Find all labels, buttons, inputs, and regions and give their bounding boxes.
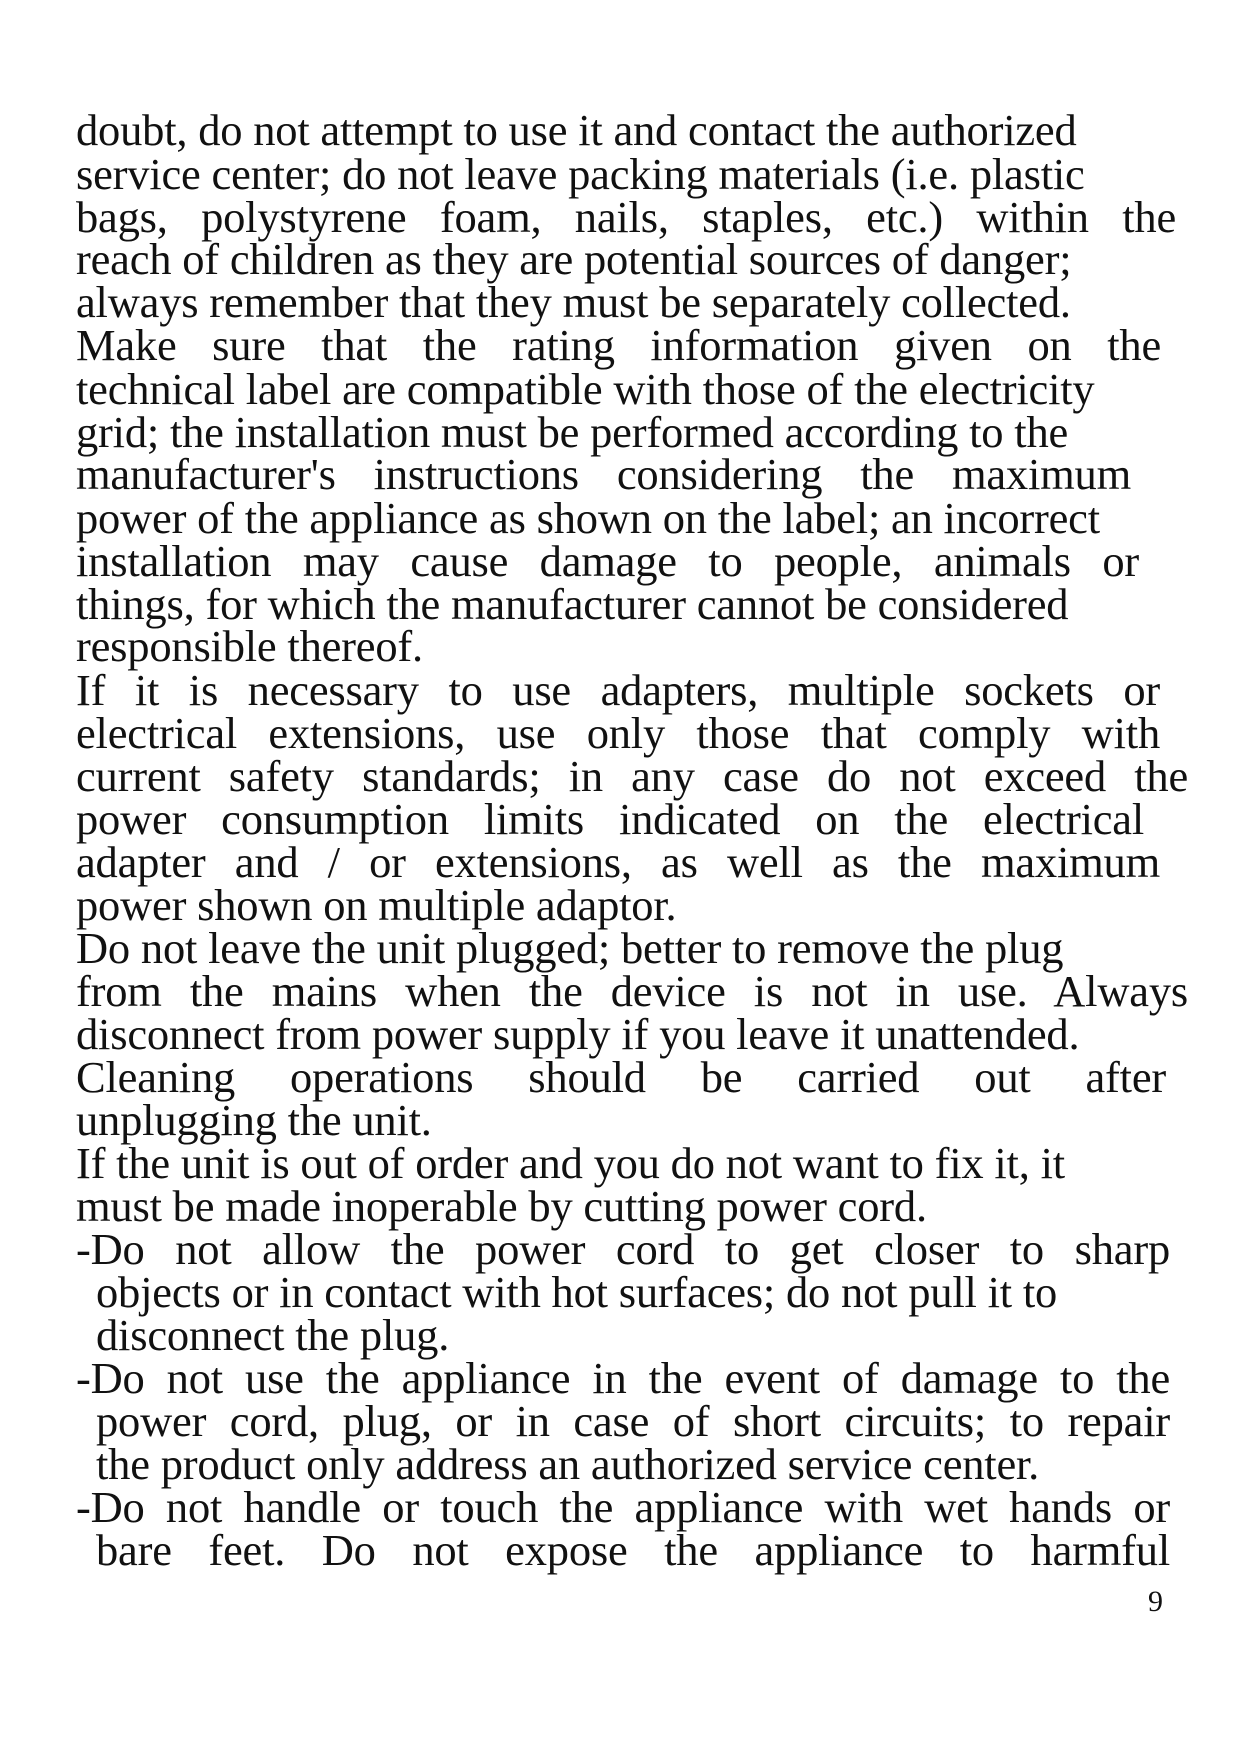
text-line: adapter and / or extensions, as well as the maximum <box>76 837 1160 887</box>
text-line: Make sure that the rating information given on the <box>76 320 1161 370</box>
text-line: unplugging the unit. <box>76 1095 432 1145</box>
text-line: must be made inoperable by cutting power cord. <box>76 1181 927 1231</box>
text-line: disconnect the plug. <box>96 1310 450 1360</box>
text-line: reach of children as they are potential sources of danger; <box>76 234 1072 284</box>
text-line: Cleaning operations should be carried out after <box>76 1052 1166 1102</box>
text-line: Do not leave the unit plugged; better to remove the plug <box>76 923 1064 973</box>
text-line: power consumption limits indicated on the electrical <box>76 794 1144 844</box>
text-line: doubt, do not attempt to use it and contact the authorized <box>76 105 1077 155</box>
text-line: things, for which the manufacturer cannot be considered <box>76 579 1069 629</box>
text-line: objects or in contact with hot surfaces; do not pull it to <box>96 1267 1058 1317</box>
text-line: installation may cause damage to people, animals or <box>76 536 1139 586</box>
bullet-line: -Do not allow the power cord to get closer to sharp <box>76 1224 1170 1274</box>
text-line: bags, polystyrene foam, nails, staples, etc.) within the <box>76 192 1176 242</box>
bullet-line: -Do not handle or touch the appliance with wet hands or <box>76 1482 1170 1532</box>
text-line: service center; do not leave packing materials (i.e. plastic <box>76 149 1085 199</box>
text-line: If it is necessary to use adapters, multiple sockets or <box>76 665 1160 715</box>
text-line: electrical extensions, use only those that comply with <box>76 708 1160 758</box>
text-line: If the unit is out of order and you do not want to fix it, it <box>76 1138 1065 1188</box>
text-line: responsible thereof. <box>76 621 423 671</box>
text-line: grid; the installation must be performed according to the <box>76 407 1069 457</box>
text-line: current safety standards; in any case do not exceed the <box>76 751 1188 801</box>
text-line: the product only address an authorized service center. <box>96 1439 1040 1489</box>
text-line: bare feet. Do not expose the appliance to harmful <box>96 1525 1170 1575</box>
text-line: from the mains when the device is not in use. Always <box>76 966 1188 1016</box>
text-line: power of the appliance as shown on the label; an incorrect <box>76 493 1100 543</box>
text-line: power shown on multiple adaptor. <box>76 880 677 930</box>
text-line: disconnect from power supply if you leave it unattended. <box>76 1009 1080 1059</box>
text-line: power cord, plug, or in case of short circuits; to repair <box>96 1396 1170 1446</box>
text-line: technical label are compatible with those of the electricity <box>76 364 1095 414</box>
text-line: manufacturer's instructions considering the maximum <box>76 449 1131 499</box>
text-line: always remember that they must be separately collected. <box>76 277 1071 327</box>
bullet-line: -Do not use the appliance in the event of damage to the <box>76 1353 1170 1403</box>
page-number: 9 <box>1148 1585 1163 1618</box>
